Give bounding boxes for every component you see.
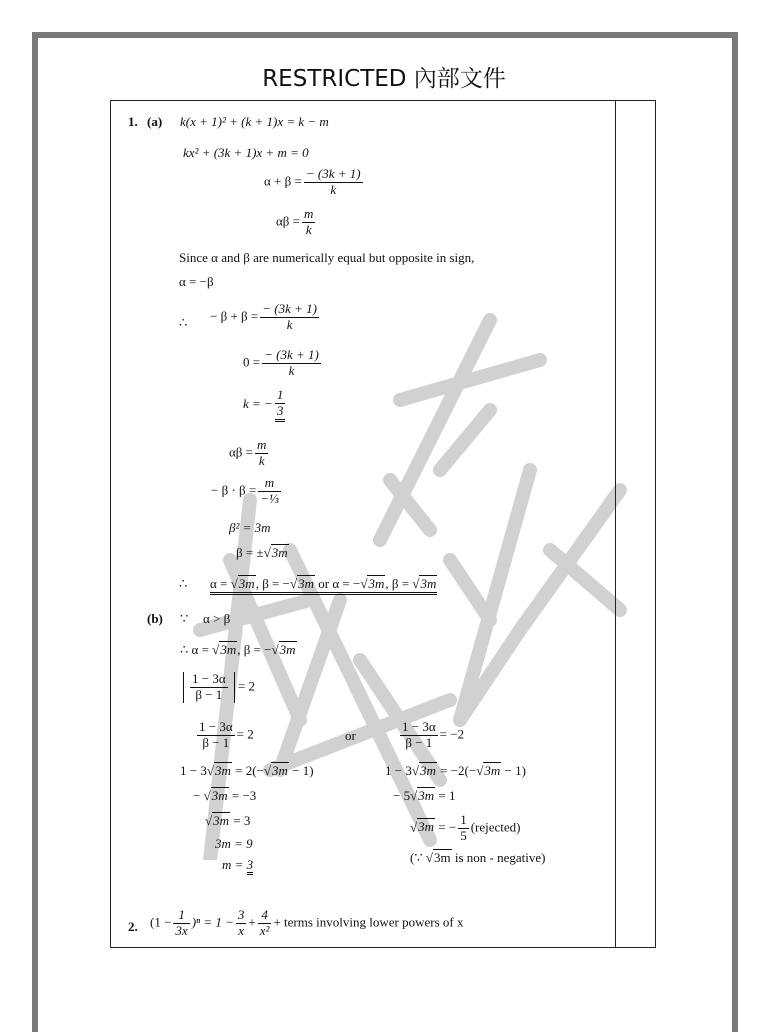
- q1-number: 1.: [128, 114, 138, 129]
- neg-beta-den: −⅓: [260, 490, 279, 506]
- or-text: or: [345, 728, 356, 743]
- sub-num: − (3k + 1): [262, 301, 317, 316]
- q2-n3: 4: [261, 907, 268, 922]
- because-symbol: ∵: [180, 611, 189, 626]
- k-den: 3: [276, 402, 284, 418]
- q2-frac-2: [236, 908, 247, 939]
- note-b: is non - negative): [451, 850, 546, 865]
- q1-neg-beta-sq: [211, 476, 283, 507]
- abs-den: β − 1: [190, 687, 228, 703]
- sqrt-3m: 3m: [420, 576, 437, 591]
- sqrt-3m: 3m: [214, 763, 231, 778]
- ans-part1: α =: [210, 576, 231, 591]
- sqrt-3m: 3m: [272, 763, 288, 778]
- q1-part-b-label: (b): [147, 611, 163, 626]
- rl1b: = −2(−: [436, 763, 477, 778]
- sum-num: − (3k + 1): [305, 166, 361, 181]
- therefore-symbol-2: ∴: [179, 576, 188, 591]
- q1-sum-roots: [264, 167, 365, 198]
- ans-part2: , β = −: [255, 576, 290, 591]
- q2-d1: 3x: [175, 922, 188, 938]
- zero-lhs: 0 =: [243, 354, 261, 370]
- fifth-num: 1: [460, 812, 467, 827]
- prod2-num: m: [257, 437, 267, 452]
- q2-lhs-b: )ⁿ = 1 −: [191, 914, 234, 930]
- page-header: RESTRICTED 內部文件: [262, 66, 506, 92]
- left-num: 1 − 3α: [199, 719, 233, 734]
- left-line1: 1 − 3√3m = 2(−√3m − 1): [180, 763, 314, 778]
- sqrt-3m: 3m: [298, 576, 314, 591]
- q1-alpha-eq: α = −β: [179, 274, 214, 289]
- q2-expansion: [150, 908, 463, 939]
- sub-fraction: [260, 302, 319, 333]
- ll1a: 1 − 3: [180, 763, 207, 778]
- rl2a: − 5: [393, 788, 411, 803]
- sqrt-3m: 3m: [418, 788, 435, 803]
- ll3b: = 3: [230, 813, 251, 828]
- neg-beta-lhs: − β · β =: [211, 482, 257, 498]
- sqrt-3m: 3m: [419, 763, 436, 778]
- sqrt-3m: 3m: [213, 813, 230, 828]
- q1-product-roots: [276, 207, 317, 238]
- left-fraction: [197, 720, 235, 751]
- q1-zero-eq: [243, 348, 323, 379]
- k-num: 1: [276, 387, 284, 402]
- neg-beta-fraction: [258, 476, 281, 507]
- sqrt-3m: 3m: [368, 576, 385, 591]
- prod2-den: k: [255, 453, 268, 469]
- zero-den: k: [262, 363, 321, 379]
- q1-beta-squared: β² = 3m: [229, 520, 271, 535]
- abs-rhs: = 2: [237, 678, 255, 694]
- q2-lhs-a: (1 −: [150, 914, 172, 930]
- ans-part3: or α = −: [315, 576, 361, 591]
- left-line5: [222, 858, 253, 871]
- neg-beta-num: m: [264, 475, 275, 490]
- right-line2: − 5√3m = 1: [393, 788, 456, 803]
- left-line4: 3m = 9: [215, 836, 253, 851]
- right-rhs: = −2: [439, 726, 465, 742]
- sum-fraction: [304, 167, 363, 198]
- right-fifth: [458, 813, 469, 844]
- prod-fraction: [302, 207, 315, 238]
- q1-b-roots: ∴ α = √3m, β = −√3m: [180, 642, 296, 657]
- q1-since-text: Since α and β are numerically equal but opposite in sign,: [179, 250, 475, 265]
- zero-num: − (3k + 1): [264, 347, 319, 362]
- q2-d2: x: [236, 923, 247, 939]
- q1-a-line1: k(x + 1)² + (k + 1)x = k − m: [180, 114, 329, 129]
- q1-a-line2: kx² + (3k + 1)x + m = 0: [183, 145, 309, 160]
- sum-den: k: [304, 182, 363, 198]
- right-note: (∵ √3m is non - negative): [410, 850, 546, 865]
- marks-column-divider: [615, 100, 616, 948]
- right-fraction: [400, 720, 438, 751]
- b-therefore: ∴ α =: [180, 642, 213, 657]
- q2-n1: 1: [178, 907, 185, 922]
- q2-n2: 3: [237, 907, 245, 922]
- q2-number: 2.: [128, 919, 138, 934]
- q2-plus: +: [248, 914, 256, 930]
- q1-beta-plusminus: β = ±√3m: [236, 545, 288, 560]
- sqrt-3m: 3m: [279, 642, 296, 657]
- fifth-den: 5: [460, 827, 467, 843]
- b-beta: , β = −: [237, 642, 272, 657]
- abs-num: 1 − 3α: [192, 671, 226, 686]
- q1-substitution: [210, 302, 321, 333]
- sqrt-3m: 3m: [271, 545, 288, 560]
- prod-num: m: [304, 206, 314, 221]
- q1-abs-equation: [183, 672, 255, 703]
- rl1c: − 1): [501, 763, 526, 778]
- sub-den: k: [260, 317, 319, 333]
- m-answer: 3: [247, 857, 254, 875]
- rejected-label: (rejected): [470, 819, 521, 835]
- q1-product-again: [229, 438, 270, 469]
- sqrt-3m: 3m: [238, 576, 255, 591]
- ans-part4: , β =: [385, 576, 413, 591]
- right-den: β − 1: [400, 735, 438, 751]
- ll5a: m =: [222, 857, 247, 872]
- abs-fraction: [190, 672, 228, 703]
- therefore-symbol-1: ∴: [179, 315, 188, 330]
- right-line3: √3m = − $\frac{1}{5}$ (rejected): [410, 812, 521, 843]
- ll1b: = 2(−: [231, 763, 264, 778]
- sqrt-3m: 3m: [211, 788, 228, 803]
- q1-k-value: [243, 388, 287, 422]
- q2-frac-3: [258, 908, 272, 939]
- ll2b: = −3: [228, 788, 257, 803]
- beta-pm-lhs: β = ±: [236, 545, 264, 560]
- ll1c: − 1): [288, 763, 314, 778]
- sqrt-3m: 3m: [220, 642, 237, 657]
- q1-case-left: [195, 720, 254, 751]
- q2-frac-1: [173, 908, 189, 939]
- right-line1: 1 − 3√3m = −2(−√3m − 1): [385, 763, 526, 778]
- prod-lhs: αβ =: [276, 213, 301, 229]
- q1-part-a-label: (a): [147, 114, 163, 129]
- prod-den: k: [302, 222, 315, 238]
- rl2b: = 1: [435, 788, 456, 803]
- right-num: 1 − 3α: [402, 719, 436, 734]
- q2-d3: x²: [259, 922, 270, 938]
- zero-fraction: [262, 348, 321, 379]
- abs-value: [183, 672, 235, 703]
- left-line2: − √3m = −3: [193, 788, 257, 803]
- q1-case-right: [398, 720, 464, 751]
- left-den: β − 1: [197, 735, 235, 751]
- prod2-fraction: [255, 438, 268, 469]
- note-a: (∵: [410, 850, 426, 865]
- answer-table: [110, 100, 656, 948]
- q2-tail: + terms involving lower powers of x: [273, 914, 464, 930]
- rl3b: = −: [435, 819, 457, 835]
- sum-lhs: α + β =: [264, 173, 302, 189]
- sub-lhs: − β + β =: [210, 308, 259, 324]
- left-line3: √3m = 3: [205, 813, 251, 828]
- sqrt-3m: 3m: [484, 763, 501, 778]
- q1-alpha-gt-beta: α > β: [203, 611, 231, 626]
- ll2a: −: [193, 788, 204, 803]
- k-lhs: k = −: [243, 395, 273, 411]
- rl1a: 1 − 3: [385, 763, 412, 778]
- q1-a-answer: α = √3m, β = −√3m or α = −√3m, β = √3m: [210, 577, 437, 595]
- k-fraction: [275, 388, 286, 422]
- sqrt-3m: 3m: [434, 850, 451, 865]
- left-rhs: = 2: [236, 726, 254, 742]
- sqrt-3m: 3m: [418, 819, 435, 835]
- prod2-lhs: αβ =: [229, 444, 254, 460]
